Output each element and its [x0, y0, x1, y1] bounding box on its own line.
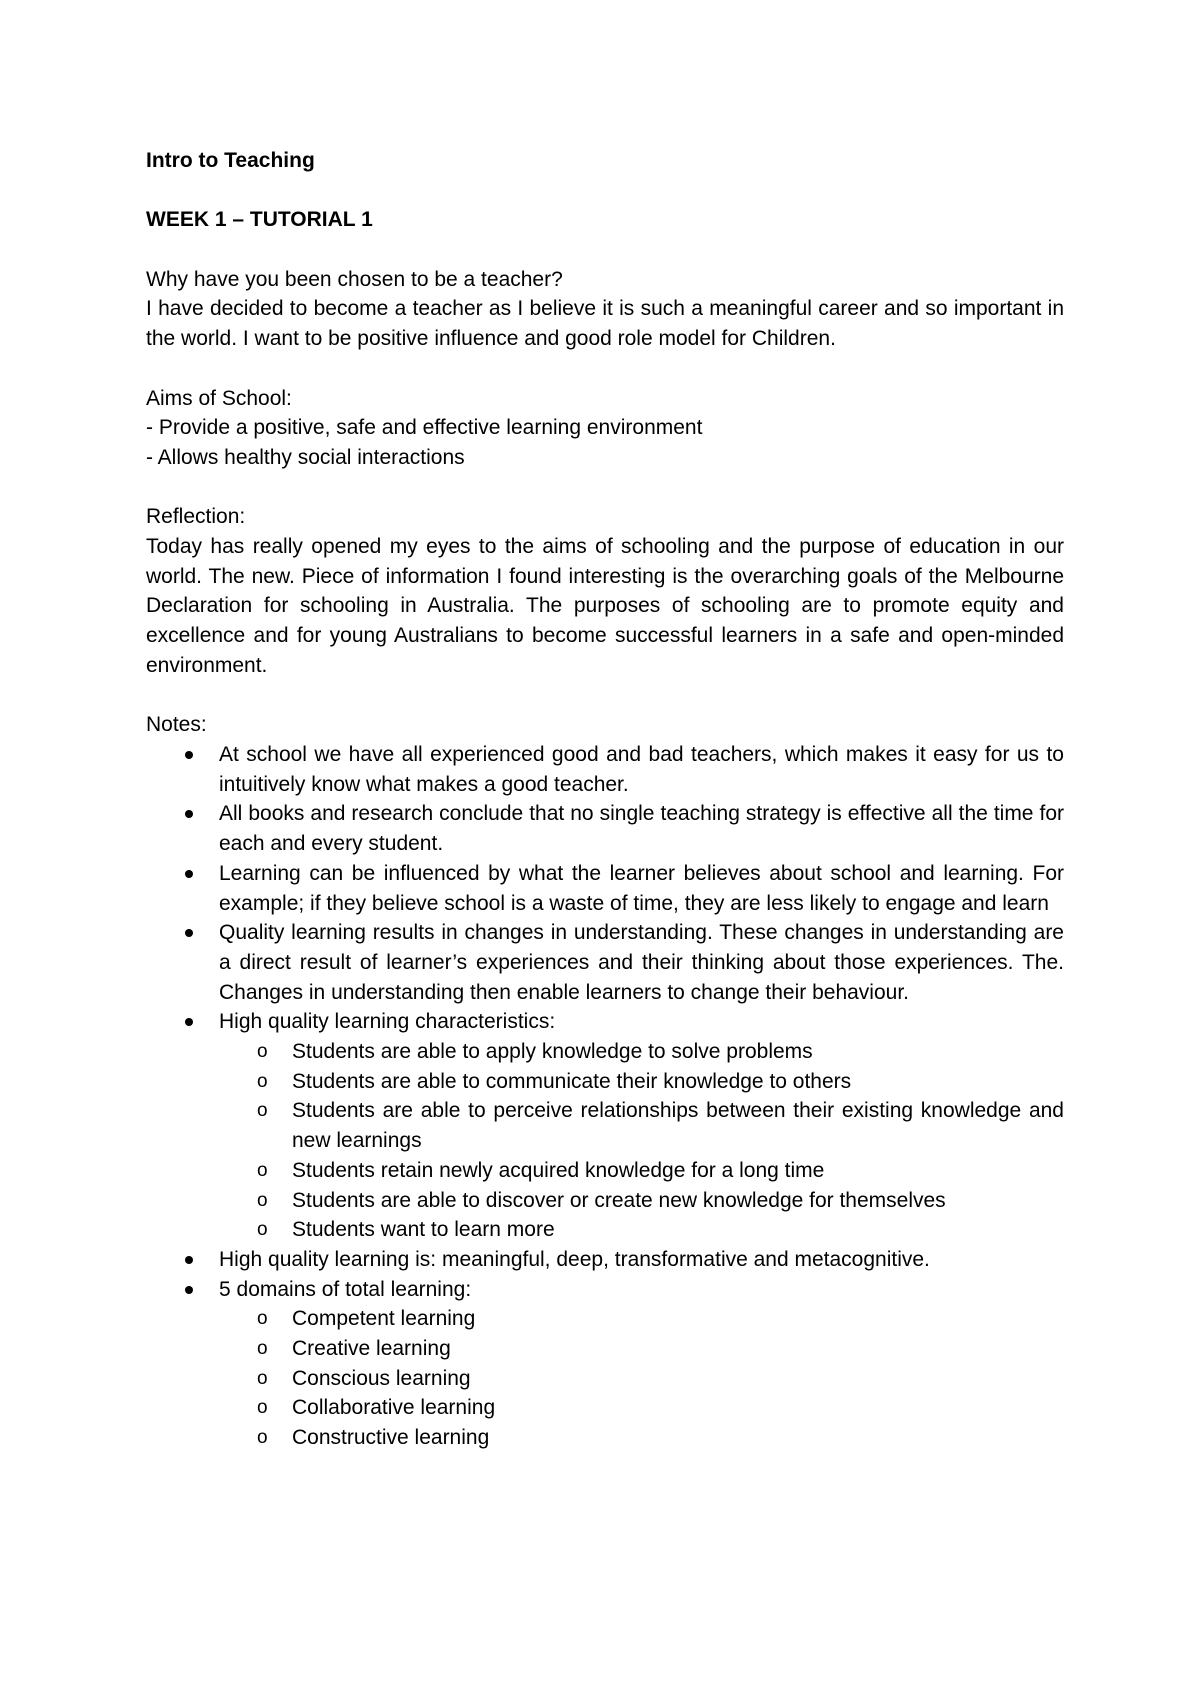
document-page [146, 146, 1064, 1453]
sub-list-item [219, 1186, 1064, 1216]
domains-list [219, 1304, 1064, 1453]
sub-list-item-text: Students are able to apply knowledge to solve problems [292, 1040, 813, 1064]
sub-list-item-text: Students are able to communicate their knowledge to others [292, 1069, 852, 1093]
aims-item: - Allows healthy social interactions [146, 445, 465, 469]
sub-list-item-text: Constructive learning [292, 1426, 490, 1450]
notes-item-text: High quality learning is: meaningful, deep, transformative and metacognitive. [219, 1247, 930, 1271]
bullet-icon [185, 929, 193, 937]
aims-heading: Aims of School: [146, 386, 292, 410]
circle-bullet-icon: o [257, 1338, 268, 1360]
characteristics-list [219, 1037, 1064, 1245]
reflection-paragraph: Today has really opened my eyes to the aims of schooling and the purpose of education in our world. The new. Piece of information I found interesting is the overarching goals of the Melbourne Declaration for schooling in Australia. The purposes of schooling are to promote equity and excellence and for young Australians to become successful learners in a safe and open-minded environment. [146, 535, 1064, 677]
circle-bullet-icon: o [257, 1070, 268, 1092]
notes-item [146, 1275, 1064, 1453]
notes-heading: Notes: [146, 713, 207, 737]
circle-bullet-icon: o [257, 1041, 268, 1063]
notes-item [146, 740, 1064, 799]
question-text: Why have you been chosen to be a teacher? [146, 267, 563, 291]
notes-item [146, 1007, 1064, 1245]
notes-item-text: Quality learning results in changes in understanding. These changes in understanding are a direct result of learner’s experiences and their thinking about those experiences. The. Changes in understanding then enable learners to change their behaviour. [219, 921, 1064, 1004]
bullet-icon [185, 870, 193, 878]
notes-item [146, 1245, 1064, 1275]
sub-list-item [219, 1304, 1064, 1334]
bullet-icon [185, 1018, 193, 1026]
answer-paragraph: I have decided to become a teacher as I believe it is such a meaningful career and so important in the world. I want to be positive influence and good role model for Children. [146, 297, 1064, 351]
sub-list-item [219, 1423, 1064, 1453]
circle-bullet-icon: o [257, 1397, 268, 1419]
bullet-icon [185, 751, 193, 759]
bullet-icon [185, 810, 193, 818]
circle-bullet-icon: o [257, 1100, 268, 1122]
sub-list-item [219, 1393, 1064, 1423]
aims-item: - Provide a positive, safe and effective learning environment [146, 416, 703, 440]
bullet-icon [185, 1256, 193, 1264]
notes-item [146, 918, 1064, 1007]
sub-list-item-text: Competent learning [292, 1307, 476, 1331]
sub-list-item [219, 1067, 1064, 1097]
sub-list-item-text: Collaborative learning [292, 1396, 496, 1420]
sub-list-item [219, 1334, 1064, 1364]
circle-bullet-icon: o [257, 1427, 268, 1449]
circle-bullet-icon: o [257, 1189, 268, 1211]
circle-bullet-icon: o [257, 1219, 268, 1241]
notes-item-text: All books and research conclude that no single teaching strategy is effective all the time for each and every student. [219, 802, 1064, 856]
sub-list-item-text: Creative learning [292, 1337, 451, 1361]
reflection-heading: Reflection: [146, 505, 246, 529]
notes-item [146, 859, 1064, 918]
circle-bullet-icon: o [257, 1367, 268, 1389]
notes-item-text: Learning can be influenced by what the learner believes about school and learning. For example; if they believe school is a waste of time, they are less likely to engage and learn [219, 861, 1064, 915]
sub-list-item [219, 1215, 1064, 1245]
notes-item-text: 5 domains of total learning: [219, 1277, 472, 1301]
circle-bullet-icon: o [257, 1159, 268, 1181]
notes-list [146, 740, 1064, 1453]
sub-list-item [219, 1364, 1064, 1394]
sub-list-item [219, 1156, 1064, 1186]
sub-list-item-text: Students retain newly acquired knowledge for a long time [292, 1158, 825, 1182]
notes-item [146, 799, 1064, 858]
document-title: Intro to Teaching [146, 149, 315, 172]
notes-item-text: At school we have all experienced good and bad teachers, which makes it easy for us to intuitively know what makes a good teacher. [219, 742, 1064, 796]
week-heading: WEEK 1 – TUTORIAL 1 [146, 208, 373, 232]
bullet-icon [185, 1286, 193, 1294]
sub-list-item [219, 1037, 1064, 1067]
sub-list-item-text: Students want to learn more [292, 1218, 555, 1242]
sub-list-item-text: Students are able to discover or create new knowledge for themselves [292, 1188, 946, 1212]
sub-list-item [219, 1096, 1064, 1155]
circle-bullet-icon: o [257, 1308, 268, 1330]
notes-item-text: High quality learning characteristics: [219, 1010, 556, 1034]
sub-list-item-text: Conscious learning [292, 1366, 471, 1390]
sub-list-item-text: Students are able to perceive relationships between their existing knowledge and new learnings [292, 1099, 1064, 1153]
